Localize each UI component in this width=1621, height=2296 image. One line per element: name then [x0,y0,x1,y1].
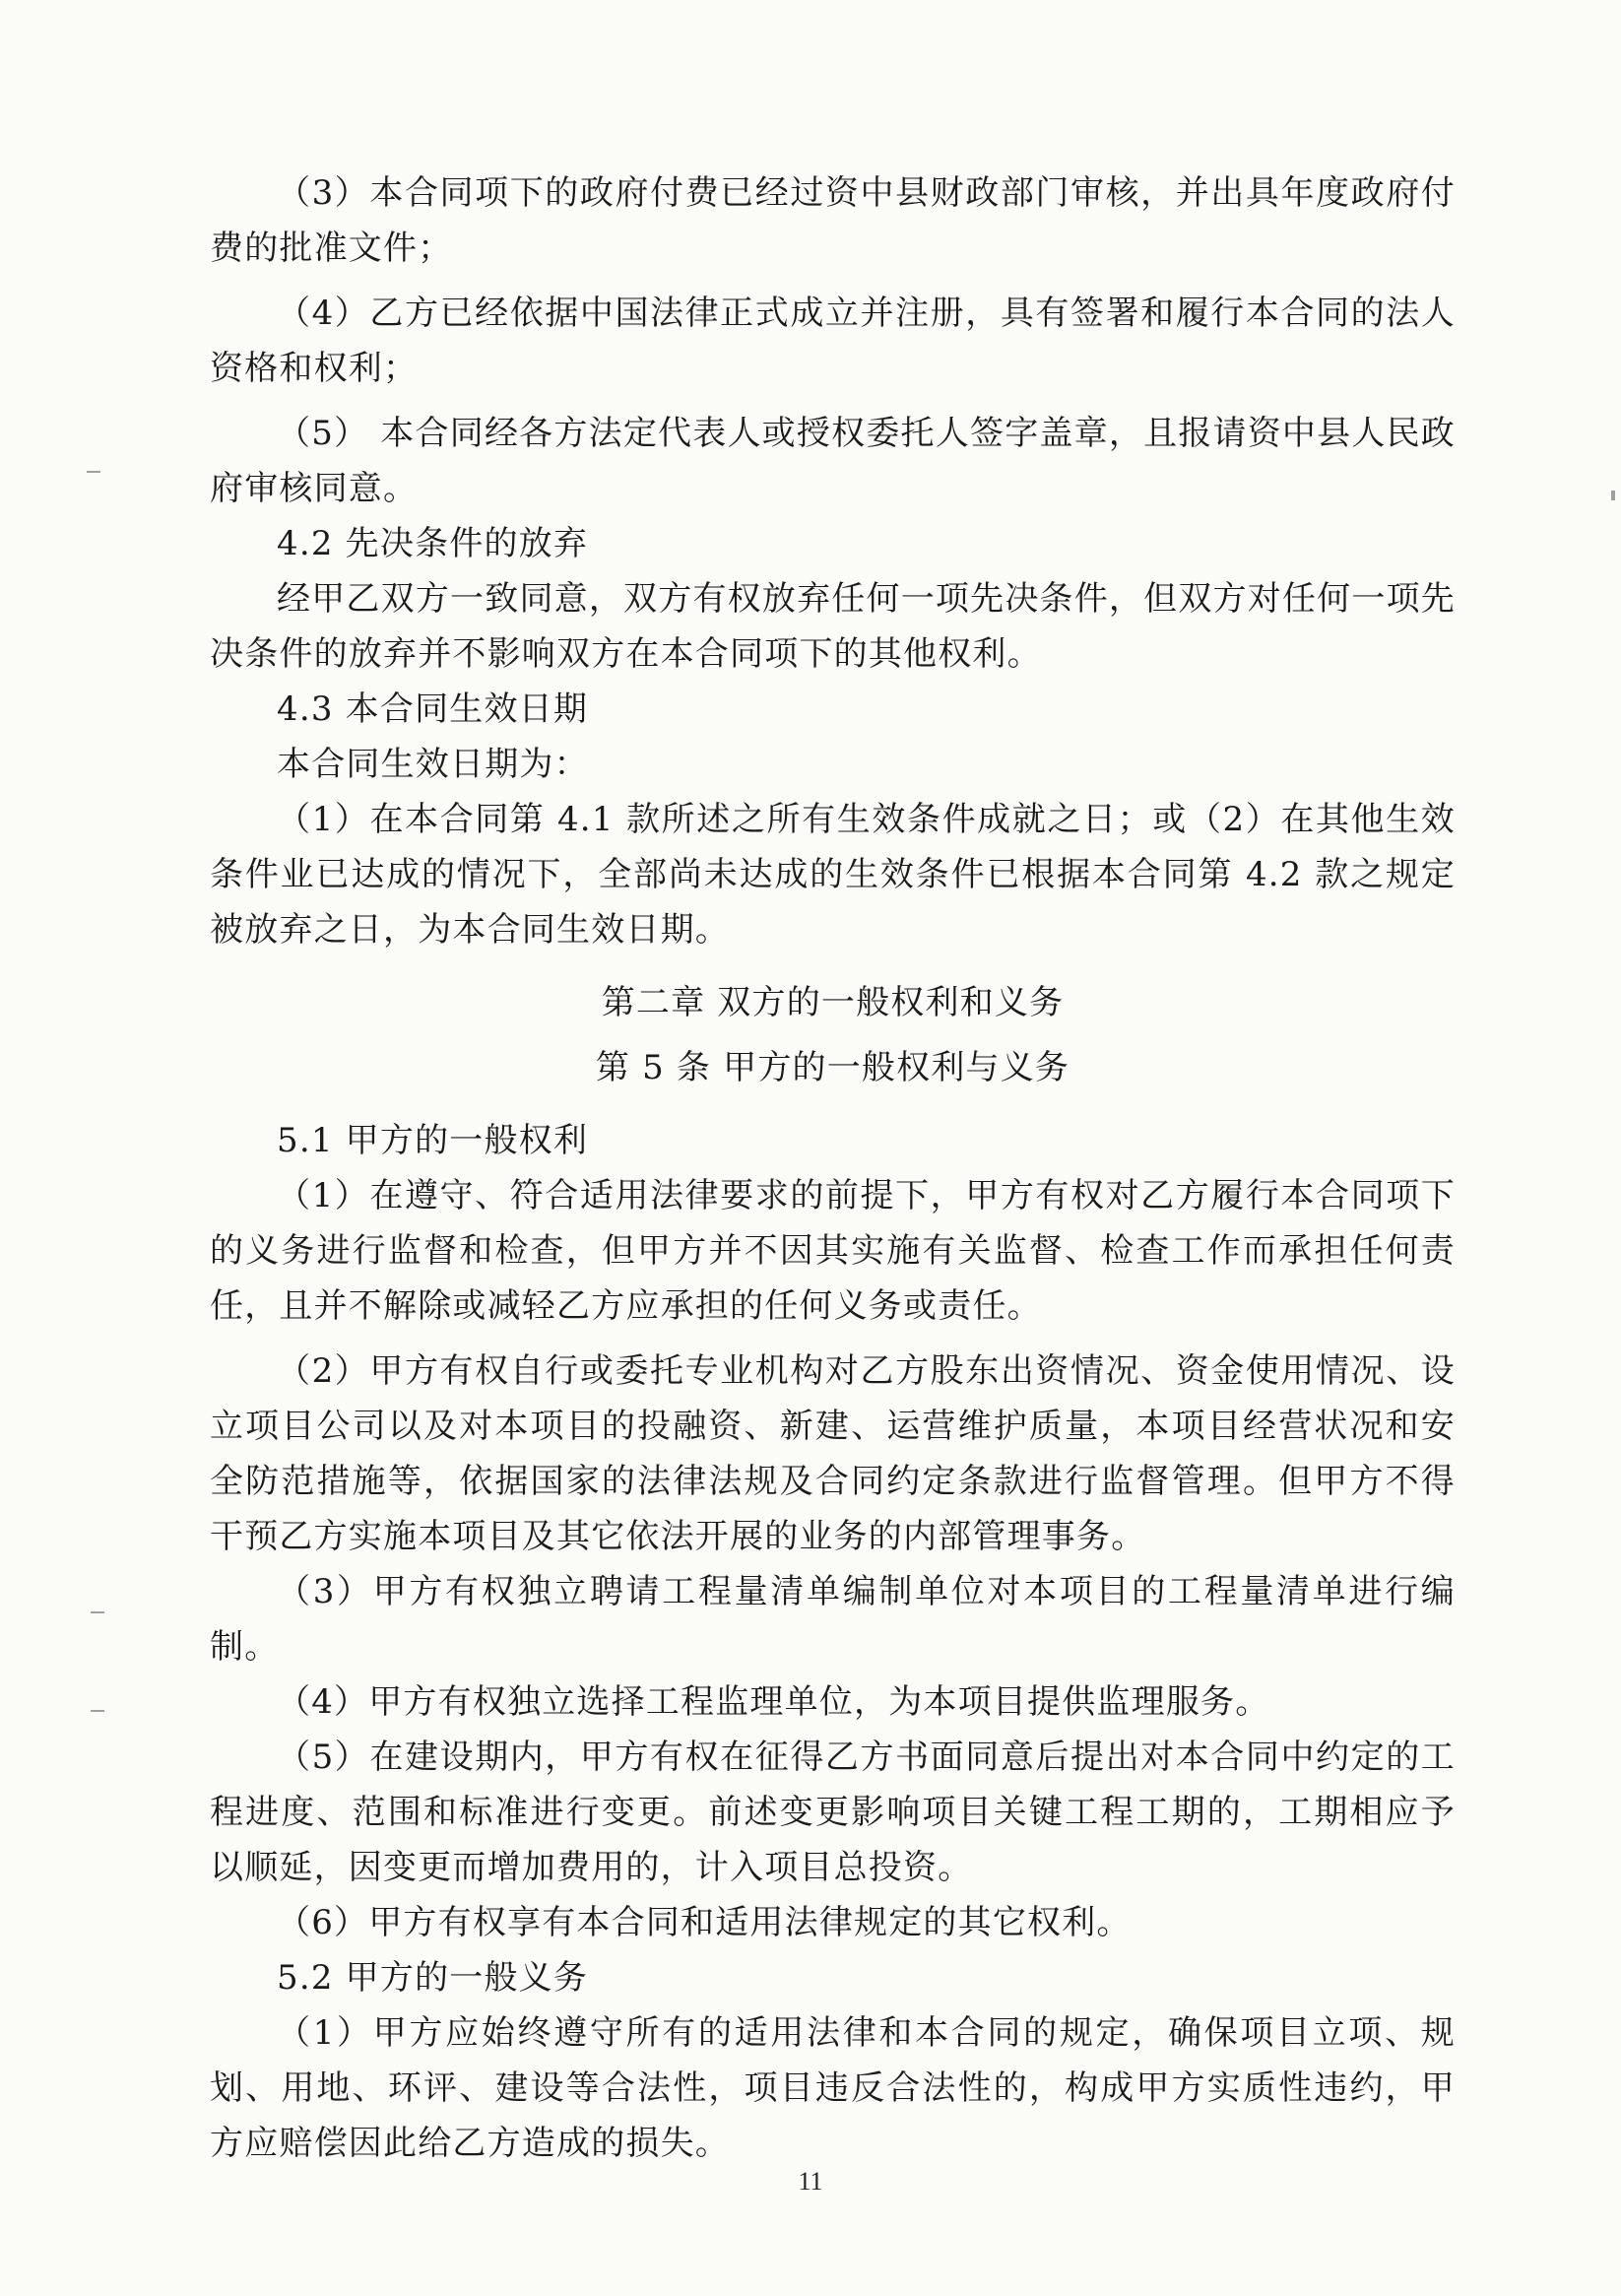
paragraph: 经甲乙双方一致同意，双方有权放弃任何一项先决条件，但双方对任何一项先决条件的放弃并不影响双方在本合同项下的其他权利。 [210,579,1456,674]
scan-mark [1611,491,1615,500]
paragraph: （3）本合同项下的政府付费已经过资中县财政部门审核，并出具年度政府付费的批准文件； [210,173,1456,268]
scan-mark [91,1710,104,1712]
paragraph: （1）在遵守、符合适用法律要求的前提下，甲方有权对乙方履行本合同项下的义务进行监督和检查，但甲方并不因其实施有关监督、检查工作而承担任何责任，且并不解除或减轻乙方应承担的任何义务或责任。 [210,1176,1456,1326]
article-title: 第 5 条 甲方的一般权利与义务 [595,1048,1070,1087]
paragraph: （2）甲方有权自行或委托专业机构对乙方股东出资情况、资金使用情况、设立项目公司以及对本项目的投融资、新建、运营维护质量，本项目经营状况和安全防范措施等，依据国家的法律法规及合同约定条款进行监督管理。但甲方不得干预乙方实施本项目及其它依法开展的业务的内部管理事务。 [210,1351,1456,1556]
paragraph: （4）乙方已经依据中国法律正式成立并注册，具有签署和履行本合同的法人资格和权利； [210,294,1456,388]
page-number: 11 [798,2167,823,2196]
paragraph: （1）在本合同第 4.1 款所述之所有生效条件成就之日；或（2）在其他生效条件业已达成的情况下，全部尚未达成的生效条件已根据本合同第 4.2 款之规定被放弃之日，为本合同生效日期。 [210,800,1456,950]
paragraph: （3）甲方有权独立聘请工程量清单编制单位对本项目的工程量清单进行编制。 [210,1572,1456,1667]
section-heading: 5.2 甲方的一般义务 [277,1958,589,1998]
paragraph: （6）甲方有权享有本合同和适用法律规定的其它权利。 [277,1903,1132,1942]
scan-mark [91,1611,104,1613]
section-heading: 4.2 先决条件的放弃 [277,524,589,563]
paragraph: 本合同生效日期为： [277,745,589,784]
chapter-title: 第二章 双方的一般权利和义务 [601,983,1065,1022]
scan-mark [87,471,100,473]
document-body [210,165,1456,2171]
paragraph: （4）甲方有权独立选择工程监理单位，为本项目提供监理服务。 [277,1682,1270,1722]
paragraph: （5）在建设期内，甲方有权在征得乙方书面同意后提出对本合同中约定的工程进度、范围和标准进行变更。前述变更影响项目关键工程工期的，工期相应予以顺延，因变更而增加费用的，计入项目总投资。 [210,1738,1456,1887]
paragraph: （5） 本合同经各方法定代表人或授权委托人签字盖章，且报请资中县人民政府审核同意。 [210,414,1456,508]
section-heading: 5.1 甲方的一般权利 [277,1121,589,1160]
paragraph: （1）甲方应始终遵守所有的适用法律和本合同的规定，确保项目立项、规划、用地、环评、建设等合法性，项目违反合法性的，构成甲方实质性违约，甲方应赔偿因此给乙方造成的损失。 [210,2013,1456,2163]
section-heading: 4.3 本合同生效日期 [277,689,589,729]
